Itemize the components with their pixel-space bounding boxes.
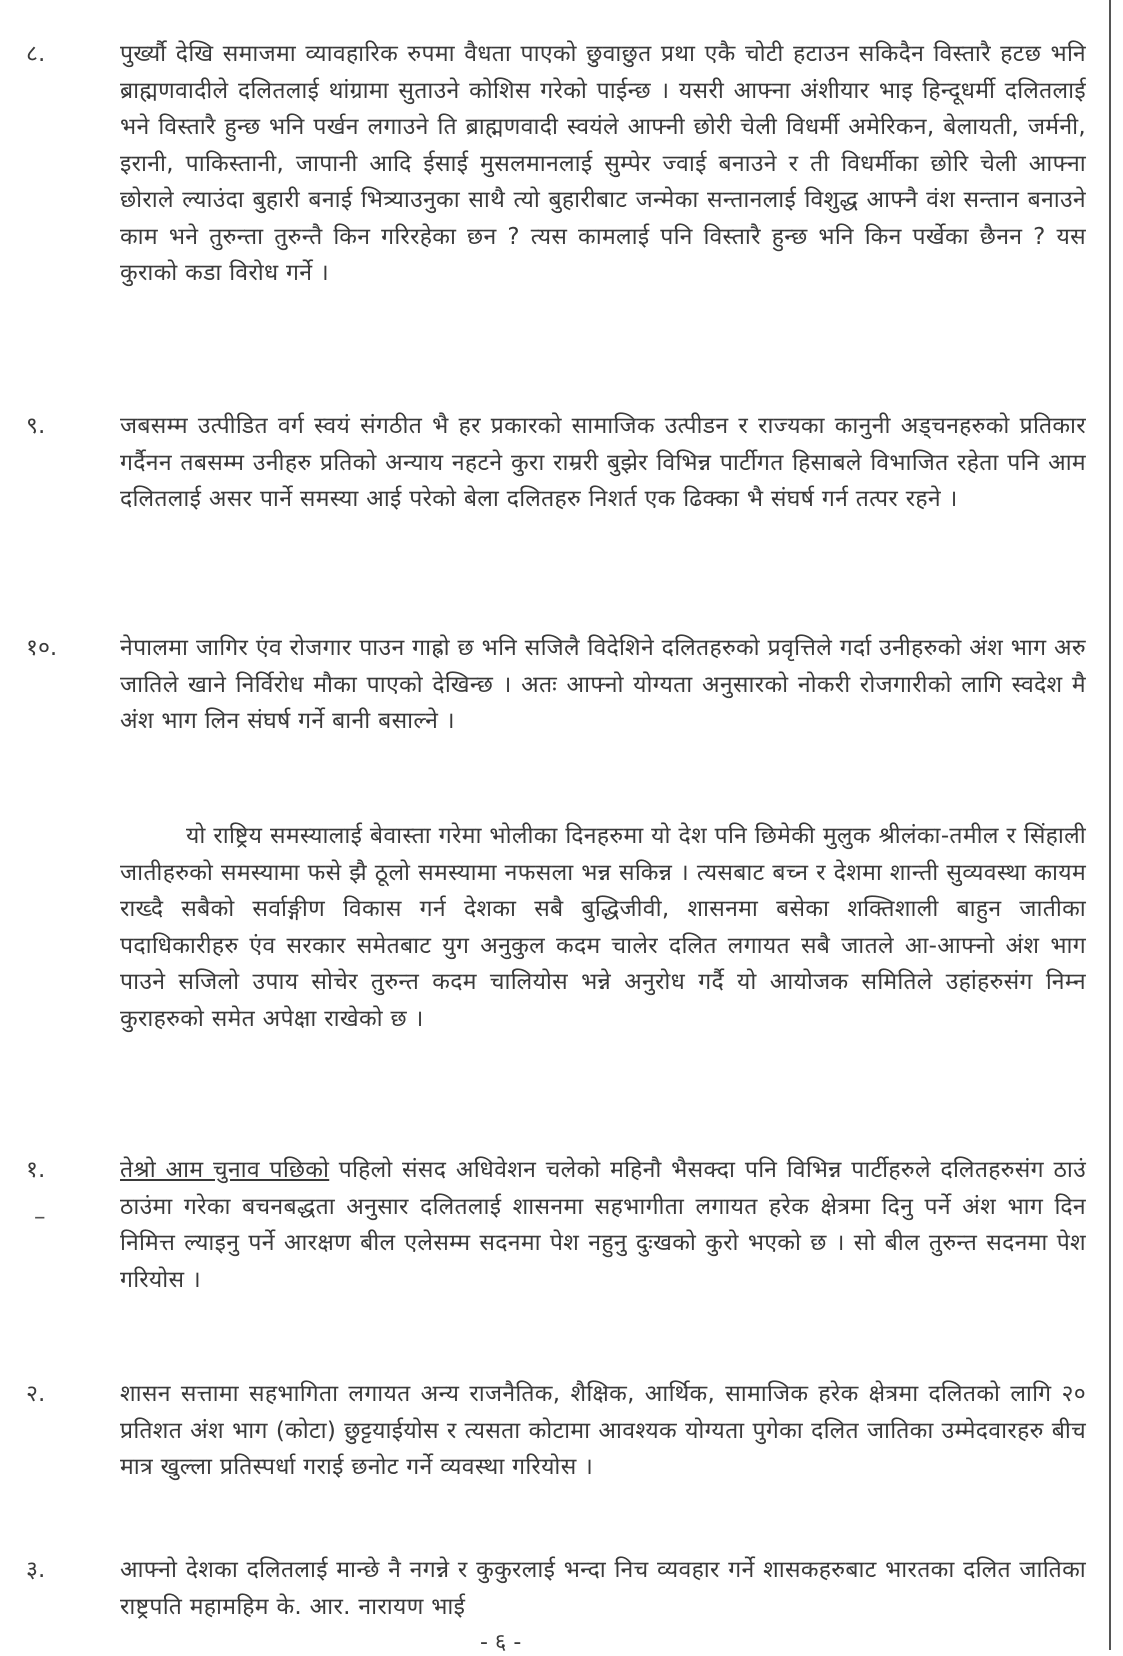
item-text: जबसम्म उत्पीडित वर्ग स्वयं संगठीत भै हर प्रकारको सामाजिक उत्पीडन र राज्यका कानुनी अड्चनहरुको प्रतिकार गर्दैनन तबसम्म उनीहरु प्रतिको अन्याय नहटने कुरा राम्ररी बुझेर विभिन्न पार्टीगत हिसाबले विभाजित रहेता पनि आम दलितलाई असर पार्ने समस्या आई परेको बेला दलितहरु निशर्त एक ढिक्का भै संघर्ष गर्न तत्पर रहने ।: [120, 413, 1086, 512]
item-number: १०.: [26, 635, 58, 661]
item-text-rest: पहिलो संसद अधिवेशन चलेको महिनौ भैसक्दा पनि विभिन्न पार्टीहरुले दलितहरुसंग ठाउं ठाउंमा गरेका बचनबद्धता अनुसार दलितलाई शासनमा सहभागीता लगायत हरेक क्षेत्रमा दिनु पर्ने अंश भाग दिन निमित्त ल्याइनु पर्ने आरक्षण बील एलेसम्म सदनमा पेश नहुनु दुःखको कुरो भएको छ । सो बील तुरुन्त सदनमा पेश गरियोस ।: [120, 1157, 1086, 1293]
list-item-9: [26, 408, 1086, 518]
item-number: ३.: [26, 1557, 46, 1583]
item-text: शासन सत्तामा सहभागिता लगायत अन्य राजनैतिक, शैक्षिक, आर्थिक, सामाजिक हरेक क्षेत्रमा दलितको लागि २० प्रतिशत अंश भाग (कोटा) छुट्टयाईयोस र त्यसता कोटामा आवश्यक योग्यता पुगेका दलित जातिका उम्मेदवारहरु बीच मात्र खुल्ला प्रतिस्पर्धा गराई छनोट गर्ने व्यवस्था गरियोस ।: [120, 1381, 1086, 1480]
demand-item-1: [26, 1152, 1086, 1298]
page-number: - ६ -: [480, 1630, 522, 1655]
item-number: २.: [26, 1381, 46, 1407]
item-text: आफ्नो देशका दलितलाई मान्छे नै नगन्ने र कुकुरलाई भन्दा निच व्यवहार गर्ने शासकहरुबाट भारतका दलित जातिका राष्ट्रपति महामहिम के. आर. नारायण भाई: [120, 1557, 1086, 1620]
demand-item-2: [26, 1376, 1086, 1486]
item-number: १.: [26, 1157, 46, 1183]
margin-mark: –: [34, 1204, 46, 1230]
body-paragraph: [26, 818, 1086, 1037]
demand-item-3: [26, 1552, 1086, 1625]
item-text: [120, 1152, 1086, 1298]
item-text: नेपालमा जागिर एंव रोजगार पाउन गाह्रो छ भनि सजिलै विदेशिने दलितहरुको प्रवृत्तिले गर्दा उनीहरुको अंश भाग अरु जातिले खाने निर्विरोध मौका पाएको देखिन्छ । अतः आफ्नो योग्यता अनुसारको नोकरी रोजगारीको लागि स्वदेश मै अंश भाग लिन संघर्ष गर्ने बानी बसाल्ने ।: [120, 635, 1086, 734]
page-edge: [1109, 0, 1111, 1650]
item-number: ९.: [26, 413, 46, 439]
underlined-phrase: तेश्रो आम चुनाव पछिको: [120, 1157, 330, 1183]
list-item-10: [26, 630, 1086, 740]
item-text: पुर्ख्यौ देखि समाजमा व्यावहारिक रुपमा वैधता पाएको छुवाछुत प्रथा एकै चोटी हटाउन सकिदैन विस्तारै हटछ भनि ब्राह्मणवादीले दलितलाई थांग्रामा सुताउने कोशिस गरेको पाईन्छ । यसरी आफ्ना अंशीयार भाइ हिन्दूधर्मी दलितलाई भने विस्तारै हुन्छ भनि पर्खन लगाउने ति ब्राह्मणवादी स्वयंले आफ्नी छोरी चेली विधर्मी अमेरिकन, बेलायती, जर्मनी, इरानी, पाकिस्तानी, जापानी आदि ईसाई मुसलमानलाई सुम्पेर ज्वाई बनाउने र ती विधर्मीका छोरि चेली आफ्ना छोराले ल्याउंदा बुहारी बनाई भित्र्याउनुका साथै त्यो बुहारीबाट जन्मेका सन्तानलाई विशुद्ध आफ्नै वंश सन्तान बनाउने काम भने तुरुन्ता तुरुन्तै किन गरिरहेका छन ? त्यस कामलाई पनि विस्तारै हुन्छ भनि किन पर्खेका छैनन ? यस कुराको कडा विरोध गर्ने ।: [120, 41, 1086, 286]
paragraph-text: यो राष्ट्रिय समस्यालाई बेवास्ता गरेमा भोलीका दिनहरुमा यो देश पनि छिमेकी मुलुक श्रीलंका-तमील र सिंहाली जातीहरुको समस्यामा फसे झै ठूलो समस्यामा नफसला भन्न सकिन्न । त्यसबाट बच्न र देशमा शान्ती सुव्यवस्था कायम राख्दै सबैको सर्वाङ्गीण विकास गर्न देशका सबै बुद्धिजीवी, शासनमा बसेका शक्तिशाली बाहुन जातीका पदाधिकारीहरु एंव सरकार समेतबाट युग अनुकुल कदम चालेर दलित लगायत सबै जातले आ-आफ्नो अंश भाग पाउने सजिलो उपाय सोचेर तुरुन्त कदम चालियोस भन्ने अनुरोध गर्दै यो आयोजक समितिले उहांहरुसंग निम्न कुराहरुको समेत अपेक्षा राखेको छ ।: [120, 823, 1086, 1032]
item-number: ८.: [26, 41, 46, 67]
list-item-8: [26, 36, 1086, 292]
